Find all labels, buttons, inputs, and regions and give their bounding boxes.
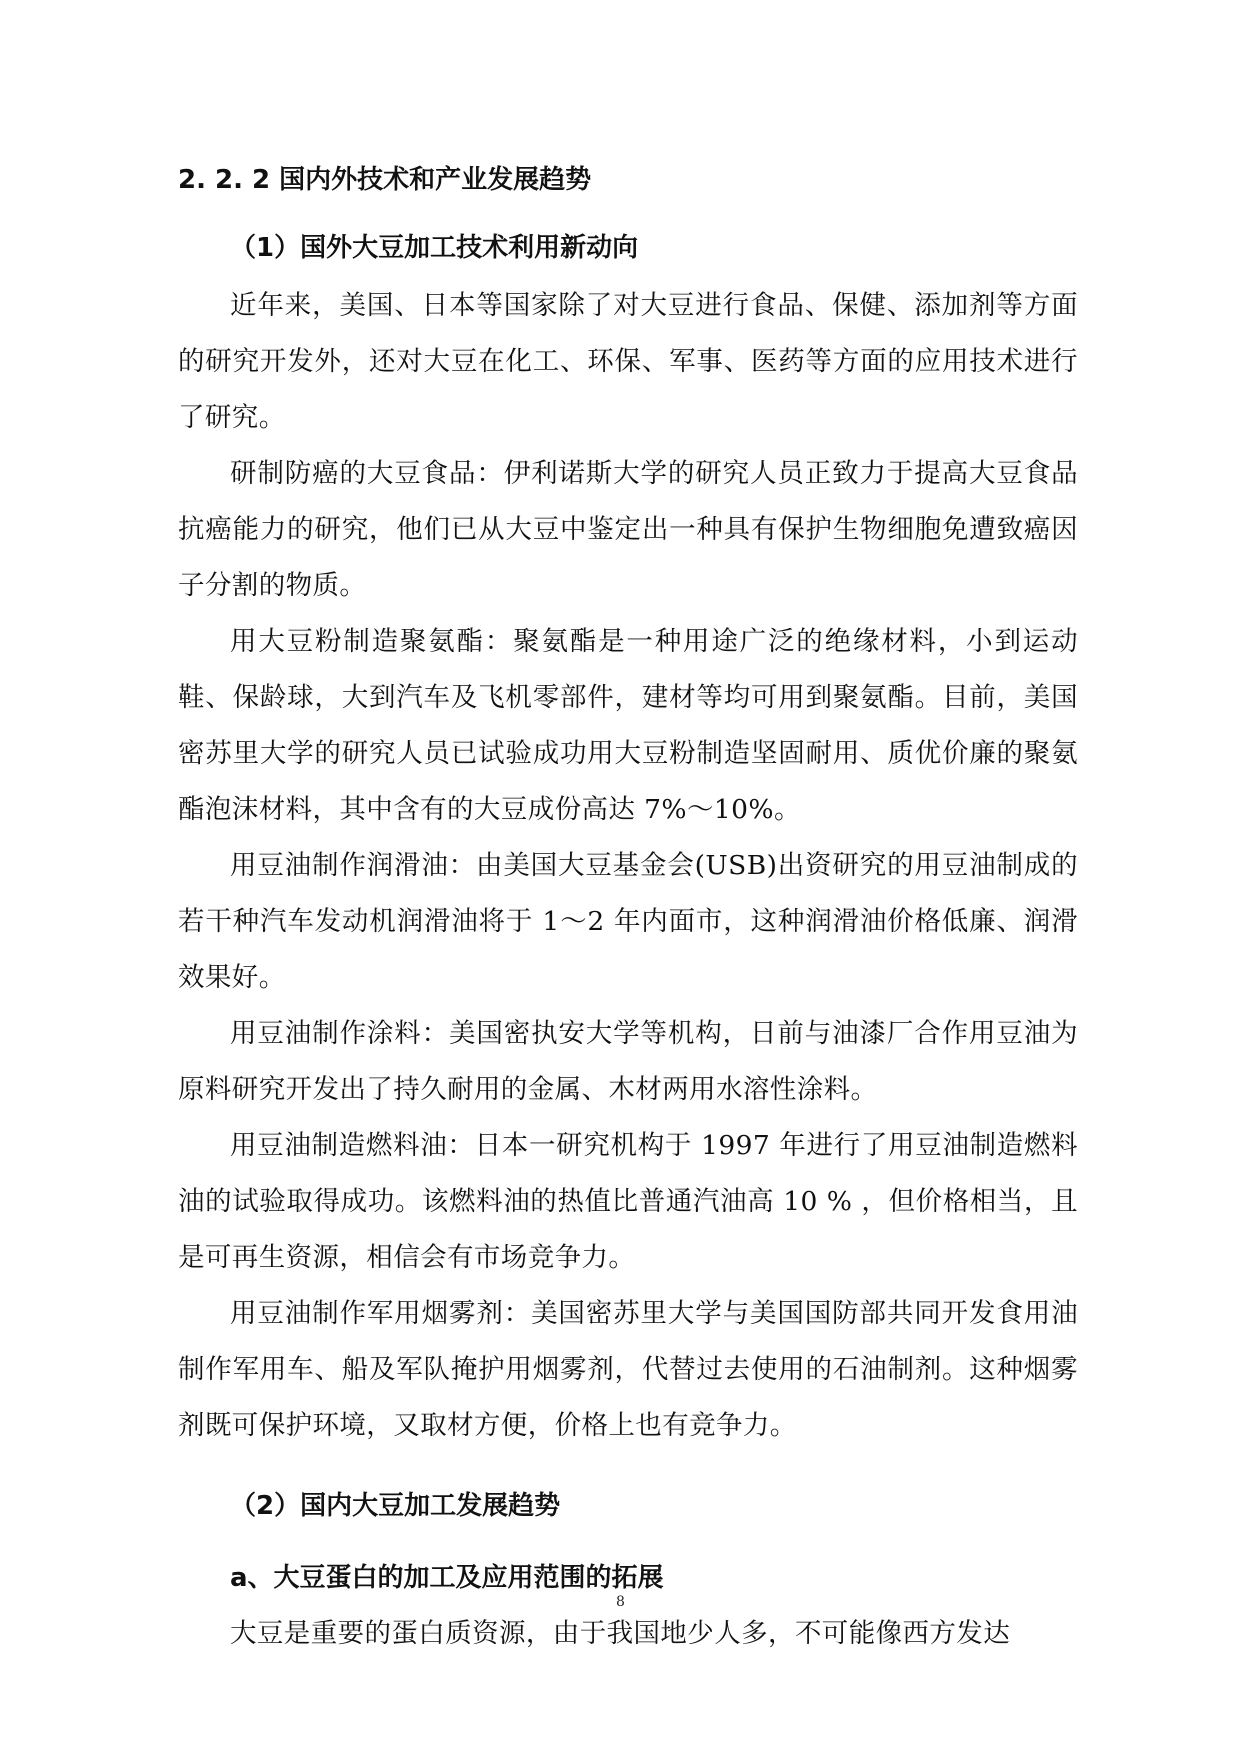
paragraph-smoke-agent: 用豆油制作军用烟雾剂：美国密苏里大学与美国国防部共同开发食用油制作军用车、船及军队掩护用烟雾剂，代替过去使用的石油制剂。这种烟雾剂既可保护环境，又取材方便，价格上也有竞争力。 <box>178 1298 1078 1441</box>
page-content <box>178 152 1078 1662</box>
paragraph-soy-protein: 大豆是重要的蛋白质资源，由于我国地少人多，不可能像西方发达 <box>230 1618 1011 1649</box>
foreign-trends-heading: （1）国外大豆加工技术利用新动向 <box>230 233 639 263</box>
paragraph-coating: 用豆油制作涂料：美国密执安大学等机构，日前与油漆厂合作用豆油为原料研究开发出了持久耐用的金属、木材两用水溶性涂料。 <box>178 1018 1078 1105</box>
paragraph-intro: 近年来，美国、日本等国家除了对大豆进行食品、保健、添加剂等方面的研究开发外，还对大豆在化工、环保、军事、医药等方面的应用技术进行了研究。 <box>178 290 1078 433</box>
paragraph-anticancer-food: 研制防癌的大豆食品：伊利诺斯大学的研究人员正致力于提高大豆食品抗癌能力的研究，他们已从大豆中鉴定出一种具有保护生物细胞免遭致癌因子分割的物质。 <box>178 458 1078 601</box>
paragraph-fuel-oil: 用豆油制造燃料油：日本一研究机构于 1997 年进行了用豆油制造燃料油的试验取得成功。该燃料油的热值比普通汽油高 10 % ，但价格相当，且是可再生资源，相信会有市场竞争力。 <box>178 1130 1078 1273</box>
paragraph-lubricant: 用豆油制作润滑油：由美国大豆基金会(USB)出资研究的用豆油制成的若干种汽车发动机润滑油将于 1～2 年内面市，这种润滑油价格低廉、润滑效果好。 <box>178 850 1078 993</box>
section-heading: 2. 2. 2 国内外技术和产业发展趋势 <box>178 165 592 195</box>
paragraph-polyurethane: 用大豆粉制造聚氨酯：聚氨酯是一种用途广泛的绝缘材料，小到运动鞋、保龄球，大到汽车及飞机零部件，建材等均可用到聚氨酯。目前，美国密苏里大学的研究人员已试验成功用大豆粉制造坚固耐用、质优价廉的聚氨酯泡沫材料，其中含有的大豆成份高达 7%～10%。 <box>178 626 1078 825</box>
page-number: 8 <box>616 1594 625 1610</box>
domestic-trends-heading: （2）国内大豆加工发展趋势 <box>230 1491 561 1521</box>
soy-protein-subheading: a、大豆蛋白的加工及应用范围的拓展 <box>230 1563 664 1593</box>
